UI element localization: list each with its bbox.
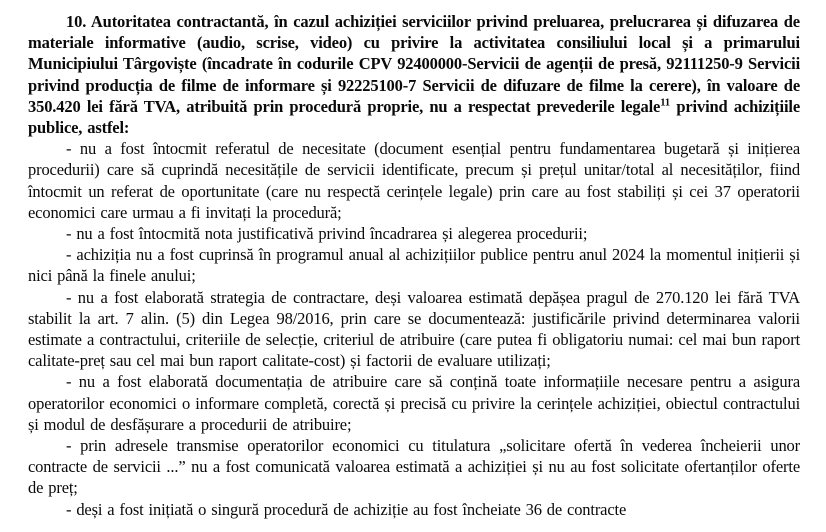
- paragraph-finding-10-tail: privind achizițiile publice, astfel:: [28, 96, 800, 138]
- bullet-strategia-contractare: - nu a fost elaborată strategia de contractare, deși valoarea estimată depășea pragul de 270.120 lei fără TVA stabilit la art. 7 alin. (5) din Legea 98/2016, prin care se documentează: justificările privind determinarea valorii estimate a contractului, criteriile de selecție, criteriul de atribuire (care putea fi obligatoriu numai: cel mai bun raport calitate-preț sau cel mai bun raport calitate-cost) și factorii de evaluare utilizați;: [28, 287, 800, 371]
- bullet-referat-necesitate: - nu a fost întocmit referatul de necesitate (document esențial pentru fundamentarea bugetară și inițierea procedurii) care să cuprindă necesitățile de servicii identificate, precum și prețul unitar/total al necesităților, fiind întocmit un referat de oportunitate (care nu respectă cerințele legale) prin care au fost stabiliți și cei 37 operatorii economici care urmau a fi invitați la procedură;: [28, 139, 800, 222]
- bullet-nota-justificativa: - nu a fost întocmită nota justificativă privind încadrarea și alegerea procedurii;: [66, 224, 588, 244]
- paragraph-finding-10-text: 10. Autoritatea contractantă, în cazul achiziției serviciilor privind preluarea, prelucrarea și difuzarea de materiale informative (audio, scrise, video) cu privire la activitatea consiliului local și a primarului Municipiului Târgoviște (încadrate în codurile CPV 92400000-Servicii de agenții de presă, 92111250-9 Servicii privind producția de filme de informare și 92225100-7 Servicii de difuzare de filme la cerere), în valoare de 350.420 lei fără TVA, atribuită prin procedură proprie, nu a respectat prevederile legale: [28, 12, 800, 116]
- bullet-program-anual: - achiziția nu a fost cuprinsă în programul anual al achizițiilor publice pentru anul 2024 la momentul inițierii și nici până la finele anului;: [28, 245, 800, 286]
- paragraph-finding-10: [28, 11, 800, 138]
- footnote-ref-11: 11: [660, 97, 671, 109]
- bullet-documentatia-atribuire: - nu a fost elaborată documentația de atribuire care să conțină toate informațiile necesare pentru a asigura operatorilor economici o informare completă, corectă și precisă cu privire la cerințele achiziției, obiectul contractului și modul de desfășurare a procedurii de atribuire;: [28, 372, 800, 434]
- bullet-partial-cutoff-line: - deși a fost inițiată o singură procedură de achiziție au fost încheiate 36 de contracte: [66, 499, 627, 519]
- bullet-adrese-operatori: - prin adresele transmise operatorilor economici cu titulatura „solicitare ofertă în vederea încheierii unor contracte de servicii ...” nu a fost comunicată valoarea estimată a achiziției și nu au fost solicitate ofertanților oferte de preț;: [28, 436, 800, 498]
